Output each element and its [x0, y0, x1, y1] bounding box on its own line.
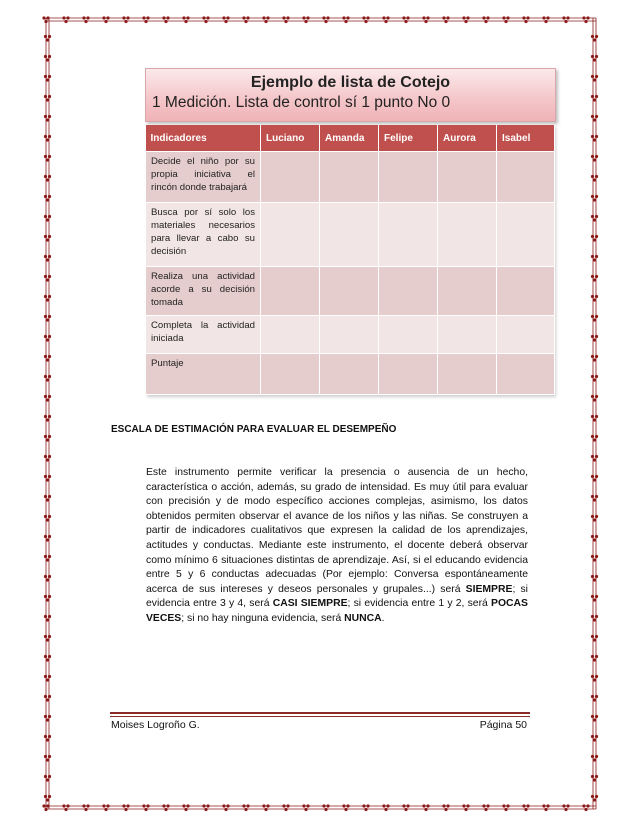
- border-ornament: [202, 804, 209, 811]
- border-ornament: [591, 475, 598, 482]
- border-ornament: [382, 804, 389, 811]
- cotejo-table: [145, 125, 555, 395]
- border-ornament: [142, 804, 149, 811]
- border-ornament: [591, 195, 598, 202]
- border-ornament: [591, 275, 598, 282]
- border-ornament: [44, 795, 51, 802]
- border-ornament: [44, 475, 51, 482]
- border-ornament: [591, 675, 598, 682]
- border-ornament: [122, 16, 129, 23]
- border-ornament: [44, 195, 51, 202]
- border-ornament: [222, 804, 229, 811]
- border-ornament: [591, 115, 598, 122]
- check-cell: [379, 354, 438, 395]
- border-ornament: [591, 635, 598, 642]
- border-ornament: [44, 675, 51, 682]
- border-ornament: [591, 395, 598, 402]
- border-ornament: [44, 575, 51, 582]
- border-ornament: [44, 415, 51, 422]
- border-ornament: [44, 355, 51, 362]
- border-ornament: [462, 804, 469, 811]
- border-ornament: [262, 16, 269, 23]
- border-ornament: [402, 16, 409, 23]
- column-header: Amanda: [320, 125, 379, 152]
- card-subtitle: 1 Medición. Lista de control sí 1 punto No 0: [152, 94, 451, 111]
- border-ornament: [44, 55, 51, 62]
- check-cell: [320, 152, 379, 203]
- indicator-cell: Decide el niño por su propia iniciativa el rincón donde trabajará: [146, 152, 261, 203]
- border-ornament: [44, 735, 51, 742]
- border-ornament: [591, 775, 598, 782]
- body-text: ; si evidencia entre 1 y 2, será: [347, 598, 492, 610]
- border-ornament: [402, 804, 409, 811]
- footer-author: Moises Logroño G.: [111, 719, 200, 731]
- border-ornament: [582, 804, 589, 811]
- border-ornament: [302, 16, 309, 23]
- border-ornament: [44, 95, 51, 102]
- border-ornament: [422, 16, 429, 23]
- cotejo-title-card: [145, 68, 556, 122]
- border-ornament: [44, 255, 51, 262]
- border-ornament: [422, 804, 429, 811]
- footer-page-number: Página 50: [479, 719, 527, 731]
- bold-term-nunca: NUNCA: [344, 612, 382, 624]
- border-ornament: [382, 16, 389, 23]
- table-row: [146, 266, 555, 315]
- border-ornament: [44, 615, 51, 622]
- border-ornament: [591, 795, 598, 802]
- check-cell: [438, 203, 497, 266]
- check-cell: [261, 266, 320, 315]
- border-ornament: [591, 735, 598, 742]
- check-cell: [497, 203, 555, 266]
- border-ornament: [44, 515, 51, 522]
- check-cell: [320, 354, 379, 395]
- table-row: [146, 354, 555, 395]
- check-cell: [379, 152, 438, 203]
- border-ornament: [591, 35, 598, 42]
- border-ornament: [591, 495, 598, 502]
- indicator-cell: Busca por sí solo los materiales necesarios para llevar a cabo su decisión: [146, 203, 261, 266]
- border-ornament: [44, 635, 51, 642]
- border-ornament: [44, 655, 51, 662]
- border-ornament: [242, 804, 249, 811]
- check-cell: [261, 354, 320, 395]
- bold-term-casi-siempre: CASI SIEMPRE: [272, 598, 348, 610]
- body-paragraph: [146, 466, 528, 627]
- border-ornament: [342, 804, 349, 811]
- border-ornament: [591, 315, 598, 322]
- border-ornament: [591, 455, 598, 462]
- border-ornament: [44, 175, 51, 182]
- body-text: Este instrumento permite verificar la presencia o ausencia de un hecho, característica o acción, además, su grado de intensidad. Es muy útil para evaluar con precisión y de modo específico acciones complejas, asimismo, los datos obtenidos permiten observar el avance de los niños y las niñas. Se construyen a partir de indicadores cualitativos que expresen la calidad de los aprendizajes, actitudes y conductas. Mediante este instrumento, el docente deberá observar como mínimo 6 situaciones distintas de aprendizaje. Así, si el educando evidencia entre 5 y 6 conductas adecuadas (Por ejemplo: Conversa espontáneamente acerca de sus intereses y deseos personales y grupales...) será: [146, 467, 528, 595]
- border-ornament: [562, 804, 569, 811]
- table-row: [146, 152, 555, 203]
- check-cell: [438, 266, 497, 315]
- border-ornament: [62, 16, 69, 23]
- border-ornament: [102, 16, 109, 23]
- body-text: ; si evidencia entre 3 y 4, será: [146, 583, 528, 610]
- check-cell: [261, 315, 320, 354]
- border-ornament: [44, 495, 51, 502]
- table-header-row: [146, 125, 555, 152]
- border-ornament: [222, 16, 229, 23]
- border-ornament: [262, 804, 269, 811]
- border-ornament: [44, 755, 51, 762]
- border-ornament: [591, 295, 598, 302]
- border-ornament: [342, 16, 349, 23]
- border-ornament: [282, 804, 289, 811]
- border-ornament: [591, 435, 598, 442]
- border-ornament: [142, 16, 149, 23]
- border-ornament: [44, 595, 51, 602]
- border-ornament: [591, 55, 598, 62]
- border-ornament: [591, 335, 598, 342]
- check-cell: [438, 315, 497, 354]
- border-ornament: [591, 555, 598, 562]
- border-ornament: [44, 455, 51, 462]
- column-header: Indicadores: [146, 125, 261, 152]
- border-ornament: [522, 16, 529, 23]
- border-ornament: [442, 804, 449, 811]
- border-ornament: [44, 315, 51, 322]
- cotejo-table-container: [145, 125, 554, 395]
- section-heading: ESCALA DE ESTIMACIÓN PARA EVALUAR EL DESEMPEÑO: [111, 424, 397, 435]
- column-header: Isabel: [497, 125, 555, 152]
- column-header: Luciano: [261, 125, 320, 152]
- check-cell: [497, 315, 555, 354]
- border-ornament: [44, 535, 51, 542]
- border-ornament: [502, 804, 509, 811]
- border-ornament: [482, 16, 489, 23]
- check-cell: [438, 354, 497, 395]
- check-cell: [320, 315, 379, 354]
- border-ornament: [322, 16, 329, 23]
- border-ornament: [362, 804, 369, 811]
- border-ornament: [102, 804, 109, 811]
- border-ornament: [44, 395, 51, 402]
- border-ornament: [44, 75, 51, 82]
- border-ornament: [44, 155, 51, 162]
- border-ornament: [44, 275, 51, 282]
- check-cell: [379, 266, 438, 315]
- border-ornament: [591, 75, 598, 82]
- check-cell: [379, 315, 438, 354]
- border-ornament: [591, 235, 598, 242]
- border-ornament: [44, 775, 51, 782]
- border-ornament: [44, 715, 51, 722]
- bold-term-pocas-veces: POCAS VECES: [146, 598, 528, 624]
- table-row: [146, 315, 555, 354]
- border-ornament: [591, 95, 598, 102]
- border-ornament: [362, 16, 369, 23]
- check-cell: [320, 203, 379, 266]
- border-ornament: [302, 804, 309, 811]
- border-ornament: [322, 804, 329, 811]
- border-ornament: [162, 16, 169, 23]
- border-ornament: [44, 335, 51, 342]
- border-ornament: [591, 655, 598, 662]
- card-title: Ejemplo de lista de Cotejo: [250, 74, 451, 91]
- border-ornament: [591, 355, 598, 362]
- border-ornament: [82, 804, 89, 811]
- border-ornament: [242, 16, 249, 23]
- indicator-cell: Puntaje: [146, 354, 261, 395]
- border-ornament: [502, 16, 509, 23]
- border-ornament: [482, 804, 489, 811]
- border-ornament: [44, 295, 51, 302]
- border-ornament: [44, 135, 51, 142]
- check-cell: [261, 152, 320, 203]
- border-ornament: [591, 415, 598, 422]
- border-ornament: [44, 435, 51, 442]
- border-ornament: [582, 16, 589, 23]
- border-ornament: [122, 804, 129, 811]
- body-text: ; si no hay ninguna evidencia, será: [181, 612, 345, 624]
- border-ornament: [591, 715, 598, 722]
- indicator-cell: Completa la actividad iniciada: [146, 315, 261, 354]
- check-cell: [379, 203, 438, 266]
- border-ornament: [562, 16, 569, 23]
- border-ornament: [462, 16, 469, 23]
- border-ornament: [591, 695, 598, 702]
- footer-divider: [110, 712, 530, 717]
- border-ornament: [162, 804, 169, 811]
- border-ornament: [82, 16, 89, 23]
- check-cell: [438, 152, 497, 203]
- check-cell: [261, 203, 320, 266]
- border-ornament: [44, 695, 51, 702]
- check-cell: [497, 354, 555, 395]
- border-ornament: [44, 35, 51, 42]
- border-ornament: [591, 175, 598, 182]
- border-ornament: [591, 375, 598, 382]
- border-ornament: [62, 804, 69, 811]
- border-ornament: [591, 135, 598, 142]
- border-ornament: [282, 16, 289, 23]
- border-ornament: [44, 115, 51, 122]
- border-ornament: [44, 555, 51, 562]
- check-cell: [320, 266, 379, 315]
- border-ornament: [591, 255, 598, 262]
- indicator-cell: Realiza una actividad acorde a su decisión tomada: [146, 266, 261, 315]
- border-ornament: [542, 804, 549, 811]
- column-header: Aurora: [438, 125, 497, 152]
- border-ornament: [591, 595, 598, 602]
- border-ornament: [44, 215, 51, 222]
- border-ornament: [182, 804, 189, 811]
- border-ornament: [591, 515, 598, 522]
- border-ornament: [182, 16, 189, 23]
- table-row: [146, 203, 555, 266]
- border-ornament: [591, 615, 598, 622]
- bold-term-siempre: SIEMPRE: [465, 583, 513, 595]
- check-cell: [497, 152, 555, 203]
- border-ornament: [591, 755, 598, 762]
- border-ornament: [442, 16, 449, 23]
- border-ornament: [591, 155, 598, 162]
- check-cell: [497, 266, 555, 315]
- border-ornament: [44, 235, 51, 242]
- body-text: .: [381, 612, 385, 624]
- border-ornament: [591, 575, 598, 582]
- border-ornament: [202, 16, 209, 23]
- border-ornament: [591, 215, 598, 222]
- column-header: Felipe: [379, 125, 438, 152]
- border-ornament: [542, 16, 549, 23]
- border-ornament: [44, 375, 51, 382]
- border-ornament: [591, 535, 598, 542]
- border-ornament: [522, 804, 529, 811]
